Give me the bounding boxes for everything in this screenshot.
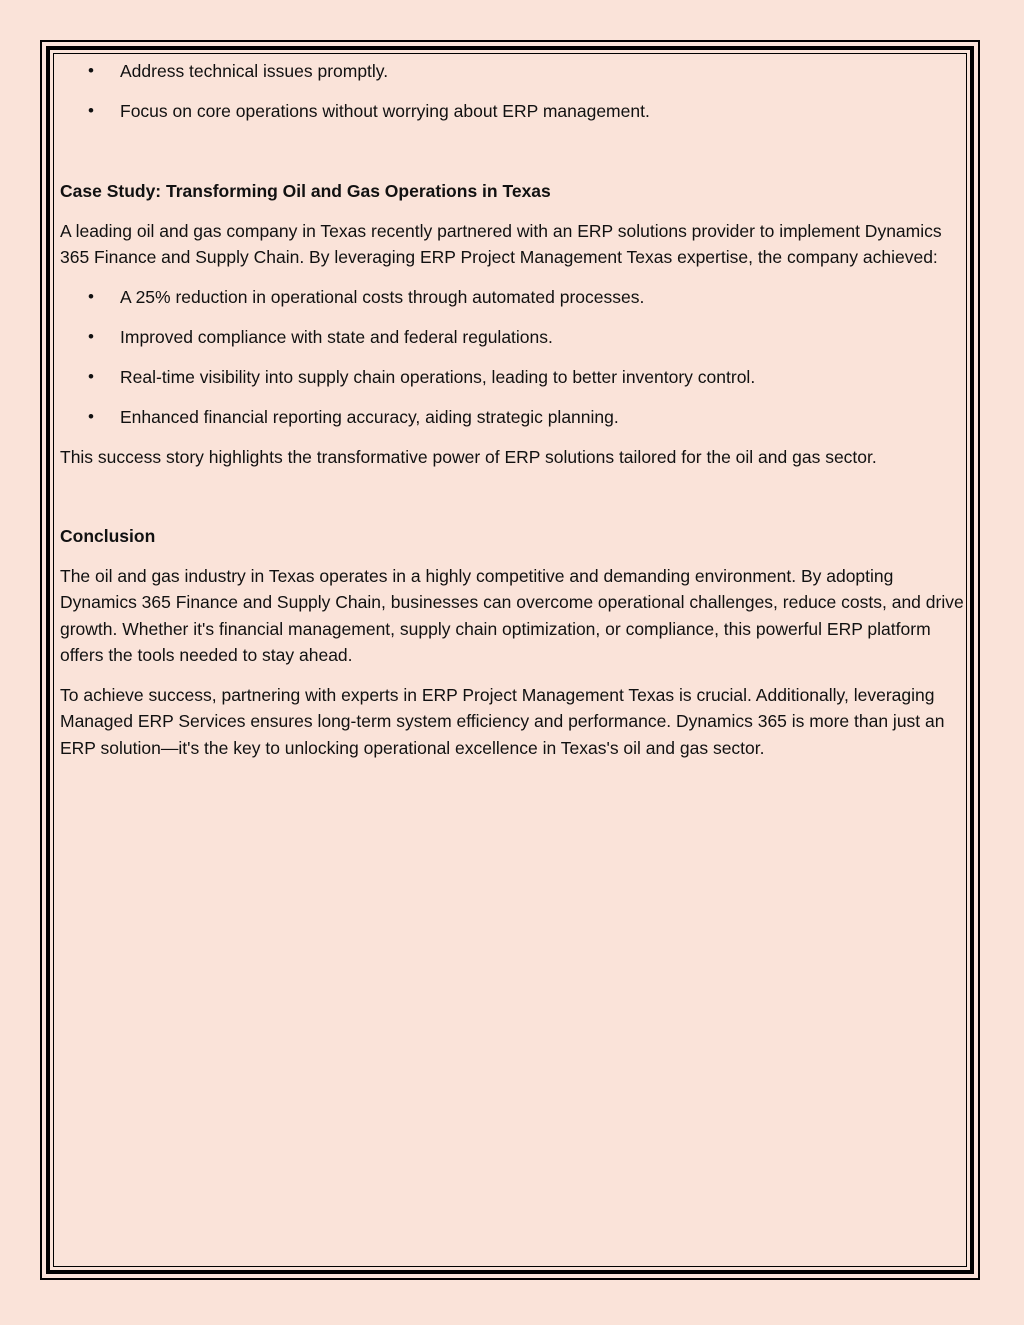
section-spacer	[60, 138, 965, 178]
list-item: • A 25% reduction in operational costs through automated processes.	[60, 284, 965, 311]
case-study-intro: A leading oil and gas company in Texas recently partnered with an ERP solutions provider to implement Dynamics 365 Finance and Supply Chain. By leveraging ERP Project Management Texas expertise, the company achieved:	[60, 220, 942, 267]
section-spacer	[60, 483, 965, 523]
list-item: • Address technical issues promptly.	[60, 58, 965, 85]
list-item: • Focus on core operations without worrying about ERP management.	[60, 98, 965, 125]
intro-bullet-list	[60, 58, 965, 125]
conclusion-heading: Conclusion	[60, 526, 156, 546]
case-study-heading: Case Study: Transforming Oil and Gas Operations in Texas	[60, 181, 551, 201]
list-item: • Enhanced financial reporting accuracy, aiding strategic planning.	[60, 404, 965, 431]
conclusion-paragraph: The oil and gas industry in Texas operates in a highly competitive and demanding environment. By adopting Dynamics 365 Finance and Supply Chain, businesses can overcome operational challenges, reduce costs, and drive growth. Whether it's financial management, supply chain optimization, or compliance, this powerful ERP platform offers the tools needed to stay ahead.	[60, 565, 964, 665]
list-item: • Real-time visibility into supply chain operations, leading to better inventory control.	[60, 364, 965, 391]
conclusion-paragraph: To achieve success, partnering with experts in ERP Project Management Texas is crucial. Additionally, leveraging Managed ERP Services ensures long-term system efficiency and performance. Dynamics 365 is more than just an ERP solution—it's the key to unlocking operational excellence in Texas's oil and gas sector.	[60, 684, 945, 758]
list-item: • Improved compliance with state and federal regulations.	[60, 324, 965, 351]
document-body	[60, 58, 965, 774]
case-study-closing: This success story highlights the transformative power of ERP solutions tailored for the oil and gas sector.	[60, 446, 877, 467]
case-study-bullet-list	[60, 284, 965, 431]
